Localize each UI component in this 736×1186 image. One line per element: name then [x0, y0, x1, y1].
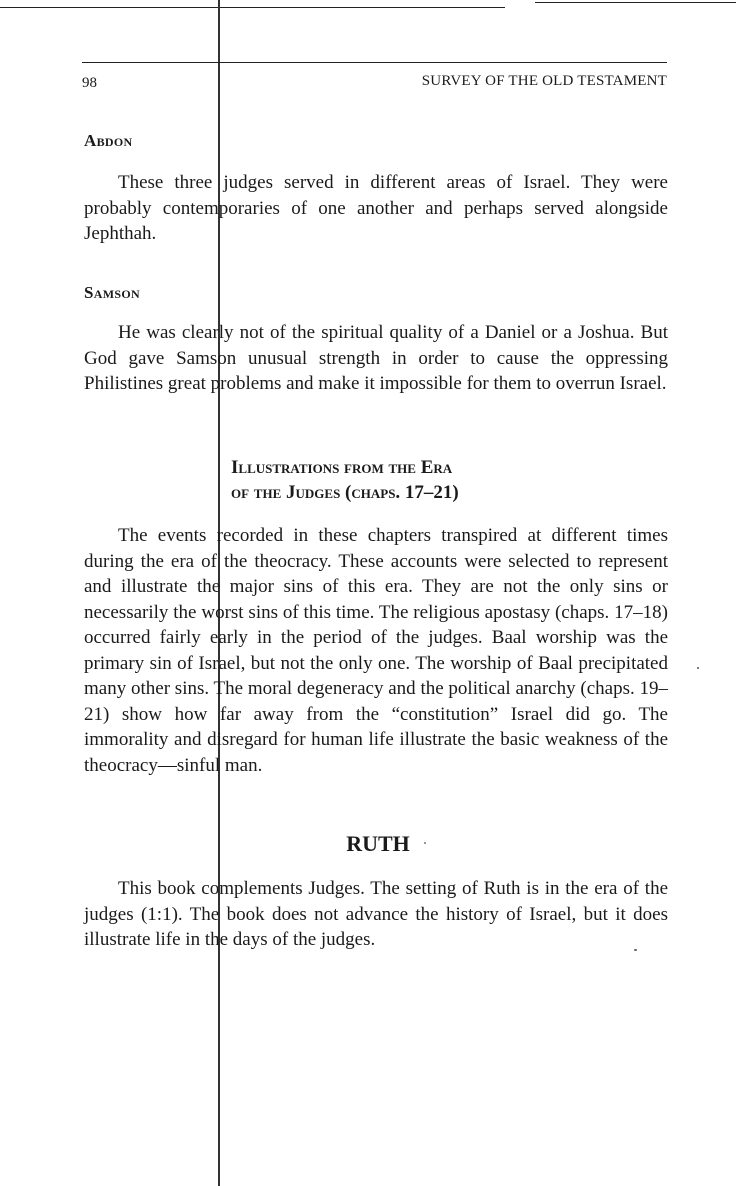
paragraph-illustrations: The events recorded in these chapters transpired at different times during the era of the theocracy. These accounts were selected to represent and illustrate the major sins of this era. They are not the only sins or necessarily the worst sins of this time. The religious apostasy (chaps. 17–18) occurred fairly early in the period of the judges. Baal worship was the primary sin of Israel, but not the only one. The worship of Baal precipitated many other sins. The moral degeneracy and the political anarchy (chaps. 19–21) show how far away from the “constitution” Israel did go. The immorality and disregard for human life illustrate the basic weakness of the theocracy—sinful man. — [84, 525, 668, 776]
scan-edge-line — [0, 7, 505, 8]
paragraph-abdon: These three judges served in different areas of Israel. They were probably contemporaries of one another and perhaps served alongside Jephthah. — [84, 172, 668, 244]
paragraph-samson: He was clearly not of the spiritual quality of a Daniel or a Joshua. But God gave Samson unusual strength in order to cause the oppressing Philistines great problems and make it impossible for them to overrun Israel. — [84, 322, 668, 394]
running-title: SURVEY OF THE OLD TESTAMENT — [421, 73, 667, 89]
scan-edge-line — [535, 2, 736, 3]
paragraph-ruth: This book complements Judges. The setting of Ruth is in the era of the judges (1:1). The book does not advance the history of Israel, but it does illustrate life in the days of the judges. — [84, 878, 668, 950]
subhead-abdon: Abdon — [84, 131, 133, 150]
section-heading-line: of the Judges (chaps. 17–21) — [231, 482, 459, 503]
book-heading-ruth: RUTH — [346, 831, 410, 856]
subhead-samson: Samson — [84, 283, 140, 302]
page-number: 98 — [82, 75, 97, 91]
section-heading-line: Illustrations from the Era — [231, 457, 453, 478]
running-header — [82, 62, 667, 97]
scan-speck — [697, 667, 699, 669]
section-heading-illustrations — [231, 455, 651, 505]
